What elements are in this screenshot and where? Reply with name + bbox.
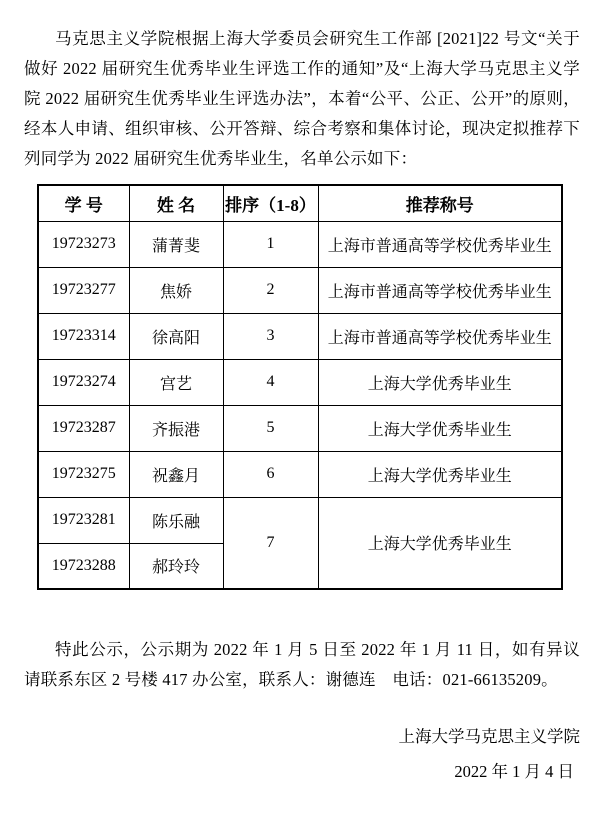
table-row [38,221,562,267]
title-cell: 上海大学优秀毕业生 [318,405,562,451]
header-title: 推荐称号 [318,185,562,221]
student-id-cell: 19723314 [38,313,129,359]
student-id-cell: 19723287 [38,405,129,451]
name-cell: 焦娇 [129,267,223,313]
student-id-cell: 19723275 [38,451,129,497]
graduates-table [37,184,563,590]
student-id-cell: 19723273 [38,221,129,267]
name-cell: 徐高阳 [129,313,223,359]
rank-cell: 6 [223,451,318,497]
name-cell: 郝玲玲 [129,543,223,589]
header-name: 姓 名 [129,185,223,221]
title-cell: 上海市普通高等学校优秀毕业生 [318,221,562,267]
rank-cell: 3 [223,313,318,359]
table-row [38,497,562,543]
name-cell: 蒲菁斐 [129,221,223,267]
name-cell: 祝鑫月 [129,451,223,497]
closing-paragraph: 特此公示，公示期为 2022 年 1 月 5 日至 2022 年 1 月 11 日，如有异议请联系东区 2 号楼 417 办公室，联系人：谢德连 电话：021-66135209。 [24,640,580,689]
table-header-row [38,185,562,221]
student-id-cell: 19723281 [38,497,129,543]
student-id-cell: 19723277 [38,267,129,313]
student-id-cell: 19723288 [38,543,129,589]
table-row [38,405,562,451]
title-cell: 上海市普通高等学校优秀毕业生 [318,313,562,359]
table-row [38,359,562,405]
table-row [38,451,562,497]
intro-paragraph: 马克思主义学院根据上海大学委员会研究生工作部 [2021]22 号文“关于做好 2022 届研究生优秀毕业生评选工作的通知”及“上海大学马克思主义学院 2022 届研究生优秀毕业生评选办法”，本着“公平、公正、公开”的原则，经本人申请、组织审核、公开答辩、综合考察和集体讨论，现决定拟推荐下列同学为 2022 届研究生优秀毕业生，名单公示如下： [24,29,580,168]
rank-cell-merged: 7 [223,497,318,589]
rank-cell: 4 [223,359,318,405]
rank-cell: 5 [223,405,318,451]
table-row [38,267,562,313]
name-cell: 宫艺 [129,359,223,405]
header-student-id: 学 号 [38,185,129,221]
header-rank: 排序（1-8） [223,185,318,221]
student-id-cell: 19723274 [38,359,129,405]
signature-block [24,722,580,787]
rank-cell: 2 [223,267,318,313]
signature-organization: 上海大学马克思主义学院 [398,727,580,746]
name-cell: 陈乐融 [129,497,223,543]
title-cell: 上海大学优秀毕业生 [318,451,562,497]
signature-date: 2022 年 1 月 4 日 [454,762,574,781]
title-cell: 上海市普通高等学校优秀毕业生 [318,267,562,313]
name-cell: 齐振港 [129,405,223,451]
title-cell-merged: 上海大学优秀毕业生 [318,497,562,589]
rank-cell: 1 [223,221,318,267]
title-cell: 上海大学优秀毕业生 [318,359,562,405]
table-row [38,313,562,359]
